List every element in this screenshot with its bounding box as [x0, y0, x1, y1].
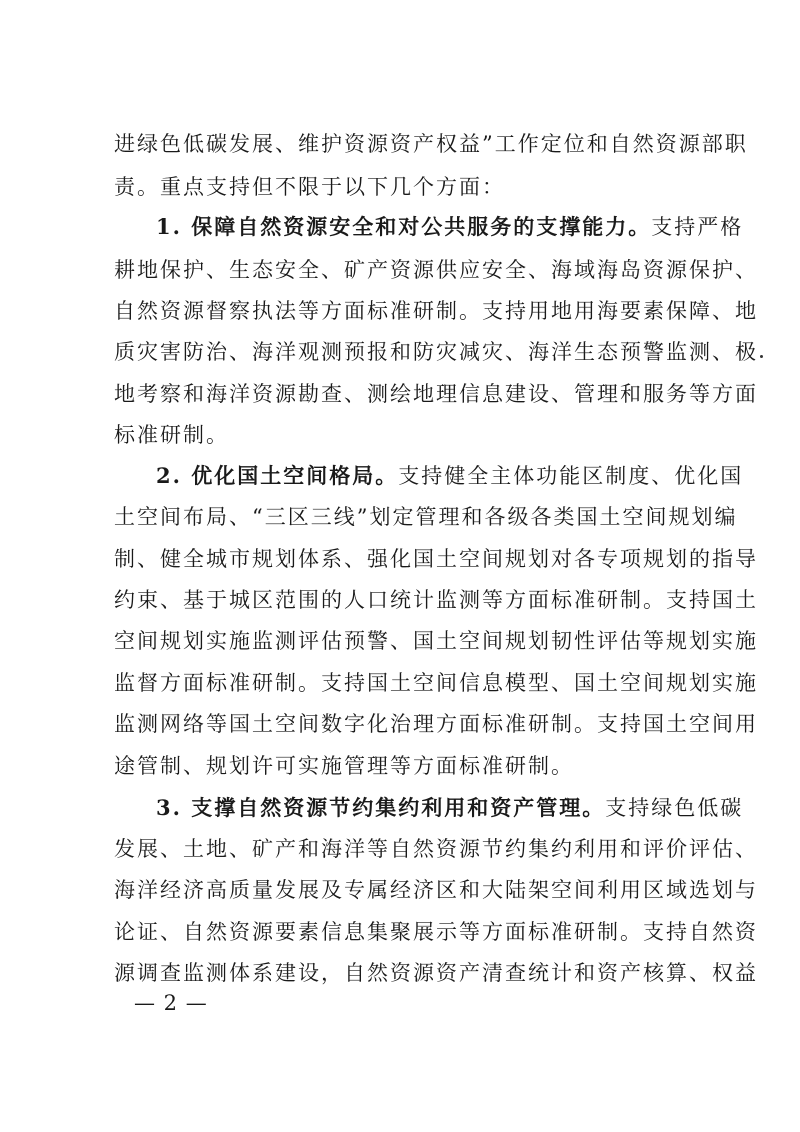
section-3-line-2: 发展、土地、矿产和海洋等自然资源节约集约利用和评价评估、: [114, 837, 758, 861]
section-2-line-8: 途管制、规划许可实施管理等方面标准研制。: [114, 754, 574, 778]
section-2-line-4: 约束、基于城区范围的人口统计监测等方面标准研制。支持国土: [114, 588, 758, 612]
section-1-line-5: 地考察和海洋资源勘查、测绘地理信息建设、管理和服务等方面: [114, 382, 758, 406]
section-2-line-6: 监督方面标准研制。支持国土空间信息模型、国土空间规划实施: [114, 671, 758, 695]
section-2-line-1-rest: 支持健全主体功能区制度、优化国: [398, 464, 744, 488]
section-3-heading: 3. 支撑自然资源节约集约利用和资产管理。: [156, 795, 606, 820]
section-2-line-5: 空间规划实施监测评估预警、国土空间规划韧性评估等规划实施: [114, 629, 758, 653]
section-2-line-2: 土空间布局、“三区三线”划定管理和各级各类国土空间规划编: [114, 505, 738, 529]
section-1-line-4: 质灾害防治、海洋观测预报和防灾减灾、海洋生态预警监测、极: [114, 340, 758, 364]
section-1-line-2: 耕地保护、生态安全、矿产资源供应安全、海域海岛资源保护、: [114, 258, 758, 282]
intro-line-1: 进绿色低碳发展、维护资源资产权益”工作定位和自然资源部职: [114, 132, 748, 156]
page-number: — 2 —: [134, 991, 208, 1015]
section-2-line-7: 监测网络等国土空间数字化治理方面标准研制。支持国土空间用: [114, 712, 758, 736]
section-2-line-3: 制、健全城市规划体系、强化国土空间规划对各专项规划的指导: [114, 547, 758, 571]
section-1-line-3: 自然资源督察执法等方面标准研制。支持用地用海要素保障、地: [114, 299, 758, 323]
section-3-line-1-rest: 支持绿色低碳: [605, 796, 744, 820]
scan-speck-mark: [760, 355, 763, 358]
section-1-line-1-rest: 支持严格: [651, 215, 744, 239]
intro-line-2: 责。重点支持但不限于以下几个方面：: [114, 175, 505, 199]
section-1-first-line: [156, 212, 744, 242]
section-1-heading: 1. 保障自然资源安全和对公共服务的支撑能力。: [156, 214, 652, 239]
section-1-line-6: 标准研制。: [114, 423, 229, 447]
section-3-first-line: [156, 793, 744, 823]
section-3-line-5: 源调查监测体系建设，自然资源资产清查统计和资产核算、权益: [114, 961, 758, 985]
section-2-heading: 2. 优化国土空间格局。: [156, 463, 399, 488]
section-3-line-3: 海洋经济高质量发展及专属经济区和大陆架空间利用区域选划与: [114, 878, 758, 902]
section-2-first-line: [156, 461, 744, 491]
section-3-line-4: 论证、自然资源要素信息集聚展示等方面标准研制。支持自然资: [114, 920, 758, 944]
